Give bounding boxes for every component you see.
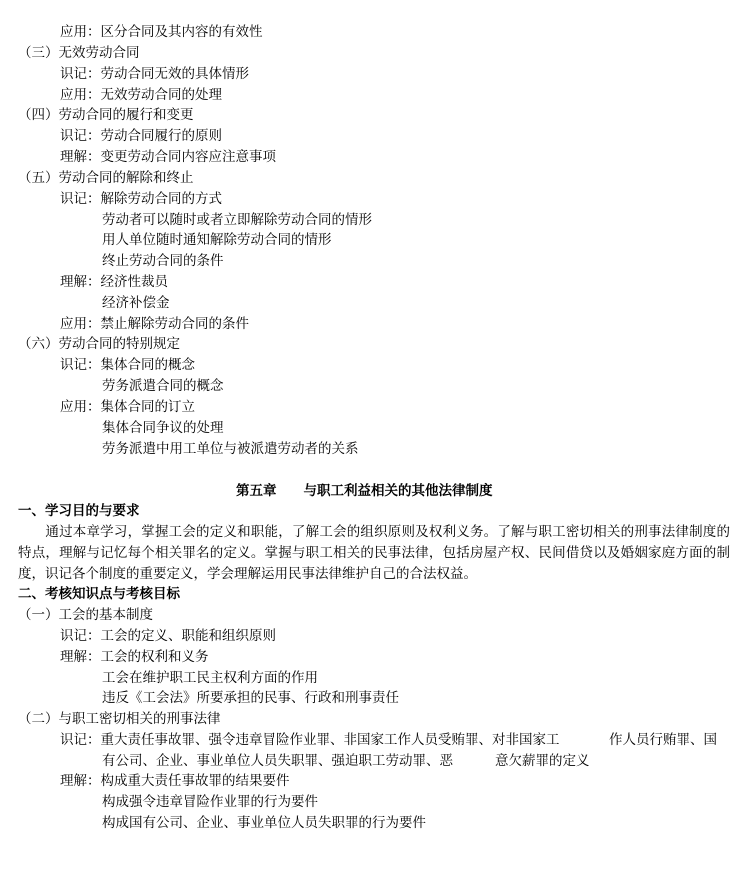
text-line: 应用：集体合同的订立 [60, 399, 195, 415]
text-line: 作人员行贿罪、国 [609, 732, 717, 748]
text-line: 劳动者可以随时或者立即解除劳动合同的情形 [102, 212, 372, 228]
text-line: 识记：重大责任事故罪、强令违章冒险作业罪、非国家工作人员受贿罪、对非国家工 [60, 732, 560, 748]
text-line: 终止劳动合同的条件 [102, 253, 224, 269]
text-line: 应用：无效劳动合同的处理 [60, 87, 222, 103]
heading-objectives: 一、学习目的与要求 [18, 503, 140, 519]
section-heading: （四）劳动合同的履行和变更 [18, 107, 194, 123]
intro-paragraph: 通过本章学习，掌握工会的定义和职能，了解工会的组织原则及权利义务。了解与职工密切相关的刑事法律制度的特点，理解与记忆每个相关罪名的定义。掌握与职工相关的民事法律，包括房屋产权、民间借贷以及婚姻家庭方面的制度，识记各个制度的重要定义，学会理解运用民事法律维护自己的合法权益。 [18, 524, 730, 582]
text-line: 识记：解除劳动合同的方式 [60, 191, 222, 207]
section-heading: （六）劳动合同的特别规定 [18, 336, 180, 352]
section-heading: （一）工会的基本制度 [18, 607, 153, 623]
text-line: 用人单位随时通知解除劳动合同的情形 [102, 232, 332, 248]
text-line: 应用：区分合同及其内容的有效性 [60, 24, 263, 40]
text-line: 识记：工会的定义、职能和组织原则 [60, 628, 276, 644]
text-line: 理解：构成重大责任事故罪的结果要件 [60, 773, 290, 789]
text-line: 意欠薪罪的定义 [495, 753, 590, 769]
text-line: 理解：工会的权利和义务 [60, 649, 209, 665]
text-line: 劳务派遣中用工单位与被派遣劳动者的关系 [102, 441, 359, 457]
text-line: 违反《工会法》所要承担的民事、行政和刑事责任 [102, 690, 399, 706]
section-heading: （二）与职工密切相关的刑事法律 [18, 711, 221, 727]
text-line: 集体合同争议的处理 [102, 420, 224, 436]
text-line: 识记：劳动合同无效的具体情形 [60, 66, 249, 82]
chapter-title: 第五章 与职工利益相关的其他法律制度 [236, 483, 493, 499]
text-line: 识记：集体合同的概念 [60, 357, 195, 373]
text-line: 理解：变更劳动合同内容应注意事项 [60, 149, 276, 165]
text-line: 有公司、企业、事业单位人员失职罪、强迫职工劳动罪、恶 [102, 753, 453, 769]
text-line: 工会在维护职工民主权利方面的作用 [102, 670, 318, 686]
text-line: 构成强令违章冒险作业罪的行为要件 [102, 794, 318, 810]
text-line: 劳务派遣合同的概念 [102, 378, 224, 394]
heading-assessment: 二、考核知识点与考核目标 [18, 586, 180, 602]
section-heading: （五）劳动合同的解除和终止 [18, 170, 194, 186]
text-line: 理解：经济性裁员 [60, 274, 168, 290]
section-heading: （三）无效劳动合同 [18, 45, 140, 61]
text-line: 应用：禁止解除劳动合同的条件 [60, 316, 249, 332]
text-line: 经济补偿金 [102, 295, 170, 311]
text-line: 构成国有公司、企业、事业单位人员失职罪的行为要件 [102, 815, 426, 831]
text-line: 识记：劳动合同履行的原则 [60, 128, 222, 144]
